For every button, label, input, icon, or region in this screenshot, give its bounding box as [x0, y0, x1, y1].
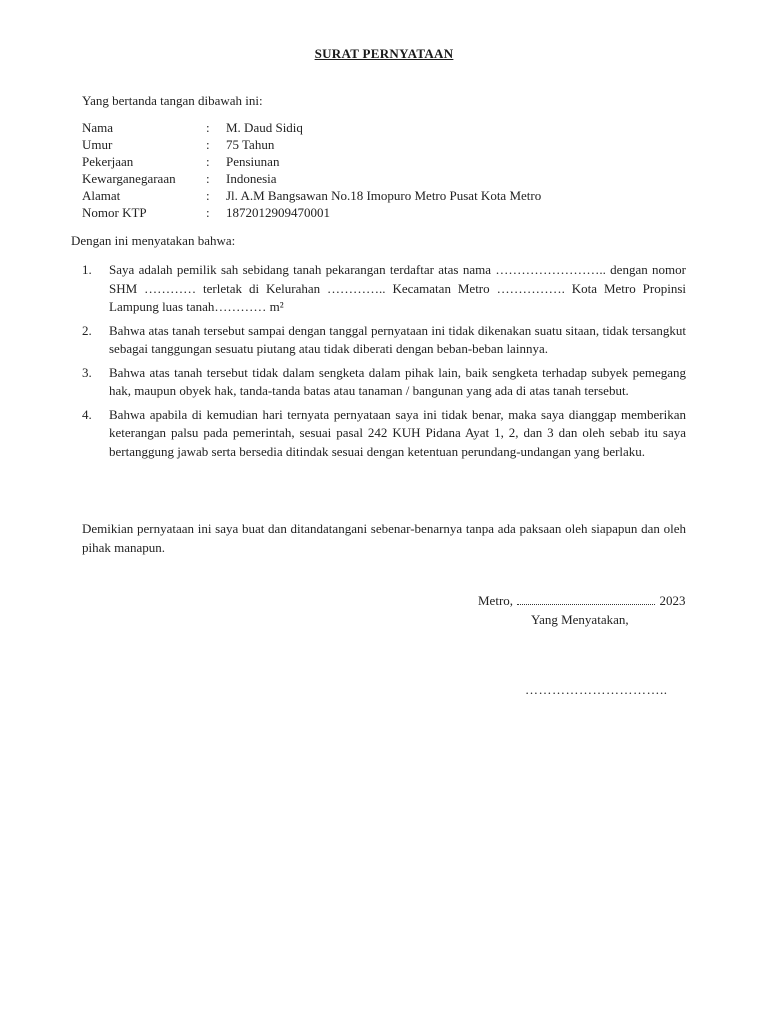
identity-colon: :: [206, 171, 210, 186]
identity-value: Pensiunan: [226, 154, 280, 169]
list-item-text: Bahwa atas tanah tersebut tidak dalam sengketa dalam pihak lain, baik sengketa terhadap subyek pemegang hak, maupun obyek hak, tanda-tanda batas atau tanaman / bangunan yang ada di atas tanah tersebut.: [109, 364, 686, 398]
list-item-text: Saya adalah pemilik sah sebidang tanah pekarangan terdaftar atas nama …………………….. dengan nomor SHM ………… terletak di Kelurahan ………….. Kecamatan Metro ……………. Kota Metro Propinsi Lampung luas tanah………… m²: [109, 262, 686, 314]
identity-row-address: [82, 187, 642, 204]
list-item: [82, 364, 686, 401]
identity-value: Jl. A.M Bangsawan No.18 Imopuro Metro Pusat Kota Metro: [226, 188, 542, 203]
identity-label: Nama: [82, 120, 114, 135]
identity-label: Alamat: [82, 188, 121, 203]
identity-value: M. Daud Sidiq: [226, 120, 303, 135]
list-item-number: 4.: [82, 406, 92, 422]
list-item-text: Bahwa atas tanah tersebut sampai dengan tanggal pernyataan ini tidak dikenakan suatu sitaan, tidak tersangkut sebagai tanggungan sesuatu piutang atau tidak diberati dengan beban-beban lainnya.: [109, 322, 686, 356]
identity-colon: :: [206, 154, 210, 169]
statement-list: [82, 261, 686, 461]
identity-value: 75 Tahun: [226, 137, 275, 152]
list-item-number: 1.: [82, 262, 92, 277]
identity-label: Kewarganegaraan: [82, 171, 176, 186]
document-title: SURAT PERNYATAAN: [314, 46, 454, 61]
identity-value: Indonesia: [226, 171, 277, 186]
list-item-number: 3.: [82, 364, 92, 380]
closing-paragraph: Demikian pernyataan ini saya buat dan ditandatangani sebenar-benarnya tanpa ada paksaan oleh siapapun dan oleh pihak manapun.: [82, 521, 686, 555]
intro-text: Yang bertanda tangan dibawah ini:: [82, 93, 263, 108]
date-fill-line: [517, 594, 655, 605]
list-item: [82, 261, 686, 317]
identity-colon: :: [206, 137, 210, 152]
identity-colon: :: [206, 205, 210, 220]
identity-row-name: [82, 119, 642, 136]
identity-row-citizenship: [82, 170, 642, 187]
identity-table: [82, 119, 642, 221]
identity-row-id-number: [82, 204, 642, 221]
identity-label: Nomor KTP: [82, 205, 147, 220]
signature-placeholder: …………………………..: [525, 682, 668, 697]
identity-label: Umur: [82, 137, 113, 152]
declarer-label: Yang Menyatakan,: [531, 612, 629, 627]
identity-row-age: [82, 136, 642, 153]
place-label: Metro,: [478, 593, 514, 608]
identity-colon: :: [206, 120, 210, 135]
list-item: [82, 406, 686, 462]
place-date-line: [478, 593, 686, 609]
identity-label: Pekerjaan: [82, 154, 134, 169]
list-item: [82, 322, 686, 359]
list-item-text: Bahwa apabila di kemudian hari ternyata pernyataan saya ini tidak benar, maka saya dianggap memberikan keterangan palsu pada pemerintah, sesuai pasal 242 KUH Pidana Ayat 1, 2, dan 3 dan oleh sebab itu saya bertanggung jawab serta bersedia ditindak sesuai dengan ketentuan perundang-undangan yang berlaku.: [109, 406, 686, 459]
identity-value: 1872012909470001: [226, 205, 330, 220]
identity-row-occupation: [82, 153, 642, 170]
year-label: 2023: [659, 593, 686, 608]
list-item-number: 2.: [82, 322, 92, 338]
identity-colon: :: [206, 188, 210, 203]
statement-intro: Dengan ini menyatakan bahwa:: [71, 233, 236, 248]
